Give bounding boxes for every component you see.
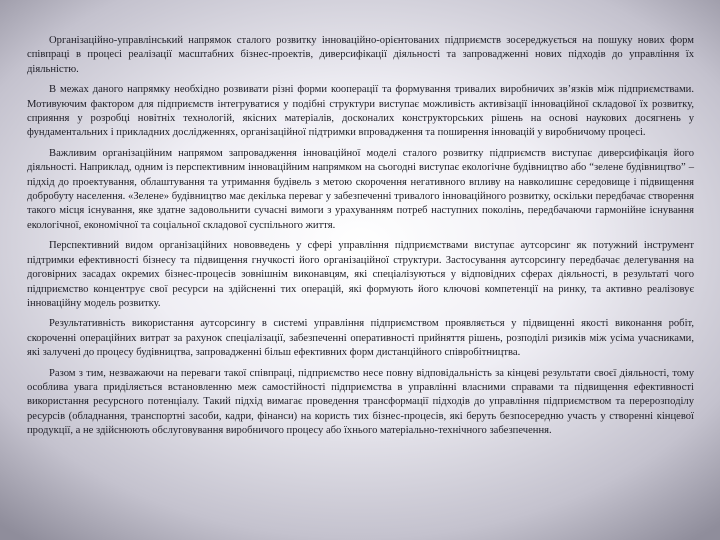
paragraph-org-direction: Організаційно-управлінський напрямок сталого розвитку інноваційно-орієнтованих підприємств зосереджується на пошуку нових форм співпраці в процесі реалізації масштабних бізнес-проектів, диверсифікації діяльності та запровадженні нових підходів до управління їх діяльністю. [27,35,694,75]
paragraph-outsourcing: Перспективний видом організаційних нововведень у сфері управління підприємствами виступає аутсорсинг як потужний інструмент підтримки ефективності бізнесу та підвищення гнучкості його організаційної структури. Застосування аутсорсингу передбачає делегування на договірних засадах окремих бізнес-процесів зовнішнім виконавцям, які спеціалізуються у відповідних сферах діяльності, в результаті чого підприємство концентрує свої ресурси на здійсненні тих операцій, які формують його ключові компетенції на ринку, та активно реалізовує інноваційну модель розвитку. [27,240,694,309]
paragraph-diversification: Важливим організаційним напрямом запровадження інноваційної моделі сталого розвитку підприємств виступає диверсифікація його діяльності. Наприклад, одним із перспективним інноваційним напрямком на сьогодні виступає екологічне будівництво або “зелене будівництво” – підхід до проектування, облаштування та утримання будівель з метою скорочення негативного впливу на навколишнє середовище і підвищення добробуту населення. «Зелене» будівництво має декілька переваг у забезпеченні тривалого інноваційного розвитку, оскільки передбачає створення такого місця існування, яке здатне задовольнити сучасні вимоги з урахуванням потреб наступних поколінь, передбачаючи гармонійне існування екологічної, економічної та соціальної складової суспільного життя. [27,147,694,231]
paragraph-outsourcing-results: Результативність використання аутсорсингу в системі управління підприємством проявляється у підвищенні якості виконання робіт, скороченні операційних витрат за рахунок спеціалізації, забезпеченні оперативності прийняття рішень, розподілі ризиків між усіма учасниками, які залучені до процесу будівництва, запровадженні більш ефективних форм дистанційного співробітництва. [27,318,694,359]
document-body [27,34,694,445]
paragraph-responsibility: Разом з тим, незважаючи на переваги такої співпраці, підприємство несе повну відповідальність за кінцеві результати своєї діяльності, тому особлива увага приділяється встановленню меж самостійності підприємства в управлінні власними справами та підвищення ефективності використання ресурсного потенціалу. Такий підхід вимагає проведення трансформації підходів до управління підприємством та перерозподілу ресурсів (обладнання, транспортні засоби, кадри, фінанси) на користь тих бізнес-процесів, які беруть безпосередню участь у створенні кінцевої продукції, а не здійснюють обслуговування виробничого процесу або їхнього матеріально-технічного забезпечення. [27,367,694,437]
paragraph-cooperation: В межах даного напрямку необхідно розвивати різні форми кооперації та формування тривалих виробничих зв’язків між підприємствами. Мотивуючим фактором для підприємств інтегруватися у подібні структури виступає можливість активізації інноваційної складової їх розвитку, сприяння у розробці новітніх технологій, якісних матеріалів, досконалих конструкторських рішень на основі наукових досягнень у фундаментальних і прикладних дослідженнях, організаційної підтримки впровадження та поширення інновацій у виробничому процесі. [27,84,694,139]
